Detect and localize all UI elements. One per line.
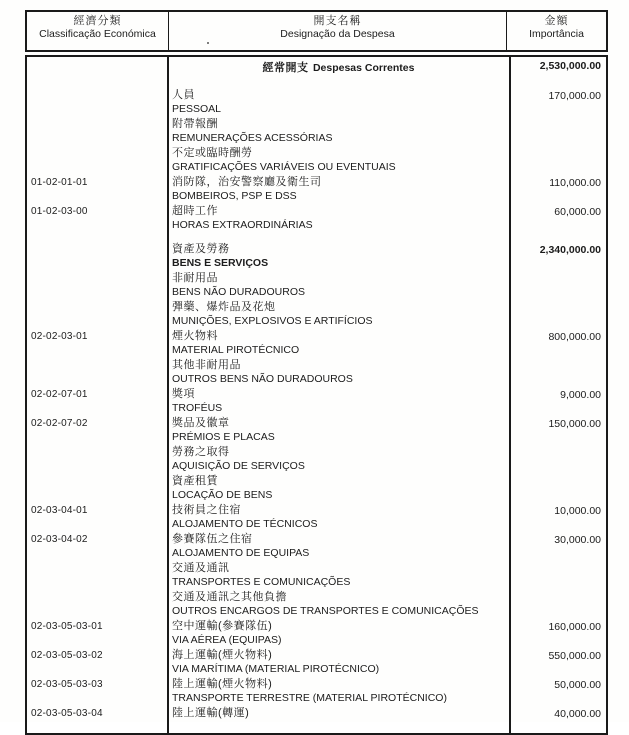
header-classification-zh: 經濟分類 (73, 15, 122, 27)
expense-designation (172, 358, 505, 386)
table-row (27, 648, 606, 676)
amount-value: 60,000.00 (554, 206, 601, 218)
amount-value: 150,000.00 (548, 418, 601, 430)
classification-code: 02-03-04-01 (31, 505, 88, 516)
table-row (27, 561, 606, 589)
designation-pt: VIA MARÍTIMA (MATERIAL PIROTÉCNICO) (172, 663, 380, 675)
designation-zh: 其他非耐用品 (172, 359, 241, 371)
header-amount-zh: 金額 (544, 15, 569, 27)
designation-zh: 附帶報酬 (172, 118, 218, 130)
expense-designation (172, 242, 505, 270)
expense-designation (172, 590, 505, 618)
designation-pt: OUTROS BENS NÃO DURADOUROS (172, 373, 353, 385)
designation-zh: 資產租賃 (172, 475, 218, 487)
column-divider-1 (167, 57, 169, 733)
classification-code: 02-02-07-01 (31, 389, 88, 400)
table-row (27, 445, 606, 473)
designation-pt: TRANSPORTE TERRESTRE (MATERIAL PIROTÉCNICO) (172, 692, 447, 704)
header-designation-pt: Designação da Despesa (280, 28, 395, 40)
amount-value: 2,530,000.00 (539, 60, 601, 72)
expense-designation (172, 271, 505, 299)
classification-code: 02-03-05-03-02 (31, 650, 103, 661)
table-header (25, 10, 608, 52)
designation-zh: 非耐用品 (172, 272, 218, 284)
table-row (27, 532, 606, 560)
table-row (27, 271, 606, 299)
designation-zh: 空中運輸(參賽隊伍) (172, 620, 273, 632)
expense-designation (172, 88, 505, 116)
table-row (27, 416, 606, 444)
amount-value: 30,000.00 (554, 534, 601, 546)
amount-value: 170,000.00 (548, 90, 601, 102)
expense-designation (172, 175, 505, 203)
table-row (27, 503, 606, 531)
table-row (27, 175, 606, 203)
designation-pt: LOCAÇÃO DE BENS (172, 489, 273, 501)
table-row (27, 146, 606, 174)
amount-value: 160,000.00 (548, 621, 601, 633)
designation-zh: 不定或臨時酬勞 (172, 147, 253, 159)
designation-zh: 海上運輸(煙火物料) (172, 649, 273, 661)
designation-zh: 交通及通訊 (172, 562, 230, 574)
designation-pt: MATERIAL PIROTÉCNICO (172, 344, 300, 356)
expense-designation (172, 474, 505, 502)
designation-pt: TROFÉUS (172, 402, 223, 414)
amount-value: 110,000.00 (549, 177, 601, 189)
header-cell-classification (27, 12, 169, 50)
expense-designation (172, 677, 505, 705)
table-row (27, 117, 606, 145)
table-row (27, 619, 606, 647)
header-cell-designation (169, 12, 507, 50)
amount-value: 2,340,000.00 (539, 244, 601, 256)
designation-zh: 陸上運輸(轉運) (172, 707, 250, 719)
expense-designation (172, 204, 505, 232)
amount-value: 40,000.00 (554, 708, 601, 720)
amount-value: 9,000.00 (560, 389, 601, 401)
table-row (27, 204, 606, 232)
designation-zh: 獎品及徽章 (172, 417, 230, 429)
designation-zh: 資產及勞務 (172, 243, 230, 255)
designation-pt: REMUNERAÇÕES ACESSÓRIAS (172, 132, 333, 144)
expense-designation (172, 300, 505, 328)
expense-designation (172, 561, 505, 589)
table-row (27, 242, 606, 270)
table-row (27, 329, 606, 357)
designation-zh: 陸上運輸(煙火物料) (172, 678, 273, 690)
amount-value: 800,000.00 (548, 331, 601, 343)
expense-designation (172, 532, 505, 560)
designation-pt: PRÉMIOS E PLACAS (172, 431, 275, 443)
table-row (27, 58, 606, 76)
classification-code: 02-02-07-02 (31, 418, 88, 429)
classification-code: 01-02-03-00 (31, 206, 88, 217)
table-row (27, 590, 606, 618)
expense-designation (172, 387, 505, 415)
designation-pt: ALOJAMENTO DE TÉCNICOS (172, 518, 318, 530)
classification-code: 02-03-05-03-04 (31, 708, 103, 719)
classification-code: 02-02-03-01 (31, 331, 88, 342)
expense-designation (172, 58, 505, 76)
designation-zh: 交通及通訊之其他負擔 (172, 591, 287, 603)
designation-zh: 參賽隊伍之住宿 (172, 533, 253, 545)
designation-zh: 彈藥、爆炸品及花炮 (172, 301, 276, 313)
table-row (27, 387, 606, 415)
table-row (27, 677, 606, 705)
expense-designation (172, 706, 505, 720)
amount-value: 550,000.00 (548, 650, 601, 662)
designation-pt: GRATIFICAÇÕES VARIÁVEIS OU EVENTUAIS (172, 161, 396, 173)
designation-pt: BENS NÃO DURADOUROS (172, 286, 306, 298)
designation-pt: PESSOAL (172, 103, 222, 115)
classification-code: 02-03-04-02 (31, 534, 88, 545)
classification-code: 01-02-01-01 (31, 177, 88, 188)
expense-designation (172, 503, 505, 531)
amount-value: 10,000.00 (554, 505, 601, 517)
designation-pt: MUNIÇÕES, EXPLOSIVOS E ARTIFÍCIOS (172, 315, 373, 327)
designation-pt: OUTROS ENCARGOS DE TRANSPORTES E COMUNICAÇÕES (172, 605, 479, 617)
designation-zh: 勞務之取得 (172, 446, 230, 458)
designation-zh: 超時工作 (172, 205, 218, 217)
designation-pt: TRANSPORTES E COMUNICAÇÕES (172, 576, 351, 588)
designation-zh: 經常開支 (262, 62, 309, 74)
classification-code: 02-03-05-03-01 (31, 621, 103, 632)
designation-pt: VIA AÉREA (EQUIPAS) (172, 634, 282, 646)
expense-designation (172, 416, 505, 444)
table-row (27, 88, 606, 116)
designation-pt: AQUISIÇÃO DE SERVIÇOS (172, 460, 305, 472)
classification-code: 02-03-05-03-03 (31, 679, 103, 690)
designation-pt: HORAS EXTRAORDINÁRIAS (172, 219, 313, 231)
expense-designation (172, 445, 505, 473)
designation-zh: 技術員之住宿 (172, 504, 241, 516)
table-row (27, 358, 606, 386)
designation-pt: Despesas Correntes (312, 62, 415, 74)
table-rows-container (27, 58, 606, 734)
designation-zh: 人員 (172, 89, 195, 101)
table-row (27, 706, 606, 734)
table-body (25, 55, 608, 735)
designation-zh: 煙火物料 (172, 330, 218, 342)
header-classification-pt: Classificação Económica (39, 28, 156, 40)
expense-designation (172, 117, 505, 145)
header-cell-amount (507, 12, 606, 50)
table-row (27, 474, 606, 502)
expense-designation (172, 146, 505, 174)
designation-zh: 消防隊，治安警察廳及衛生司 (172, 176, 322, 188)
amount-value: 50,000.00 (554, 679, 601, 691)
designation-zh: 獎項 (172, 388, 195, 400)
header-amount-pt: Importância (529, 28, 584, 40)
scan-artifact-dot (207, 42, 209, 44)
expense-designation (172, 329, 505, 357)
table-row (27, 300, 606, 328)
column-divider-2 (509, 57, 511, 733)
header-designation-zh: 開支名稱 (313, 15, 362, 27)
designation-pt: BENS E SERVIÇOS (172, 257, 269, 269)
designation-pt: BOMBEIROS, PSP E DSS (172, 190, 297, 202)
designation-pt: ALOJAMENTO DE EQUIPAS (172, 547, 310, 559)
expense-designation (172, 619, 505, 647)
expense-designation (172, 648, 505, 676)
